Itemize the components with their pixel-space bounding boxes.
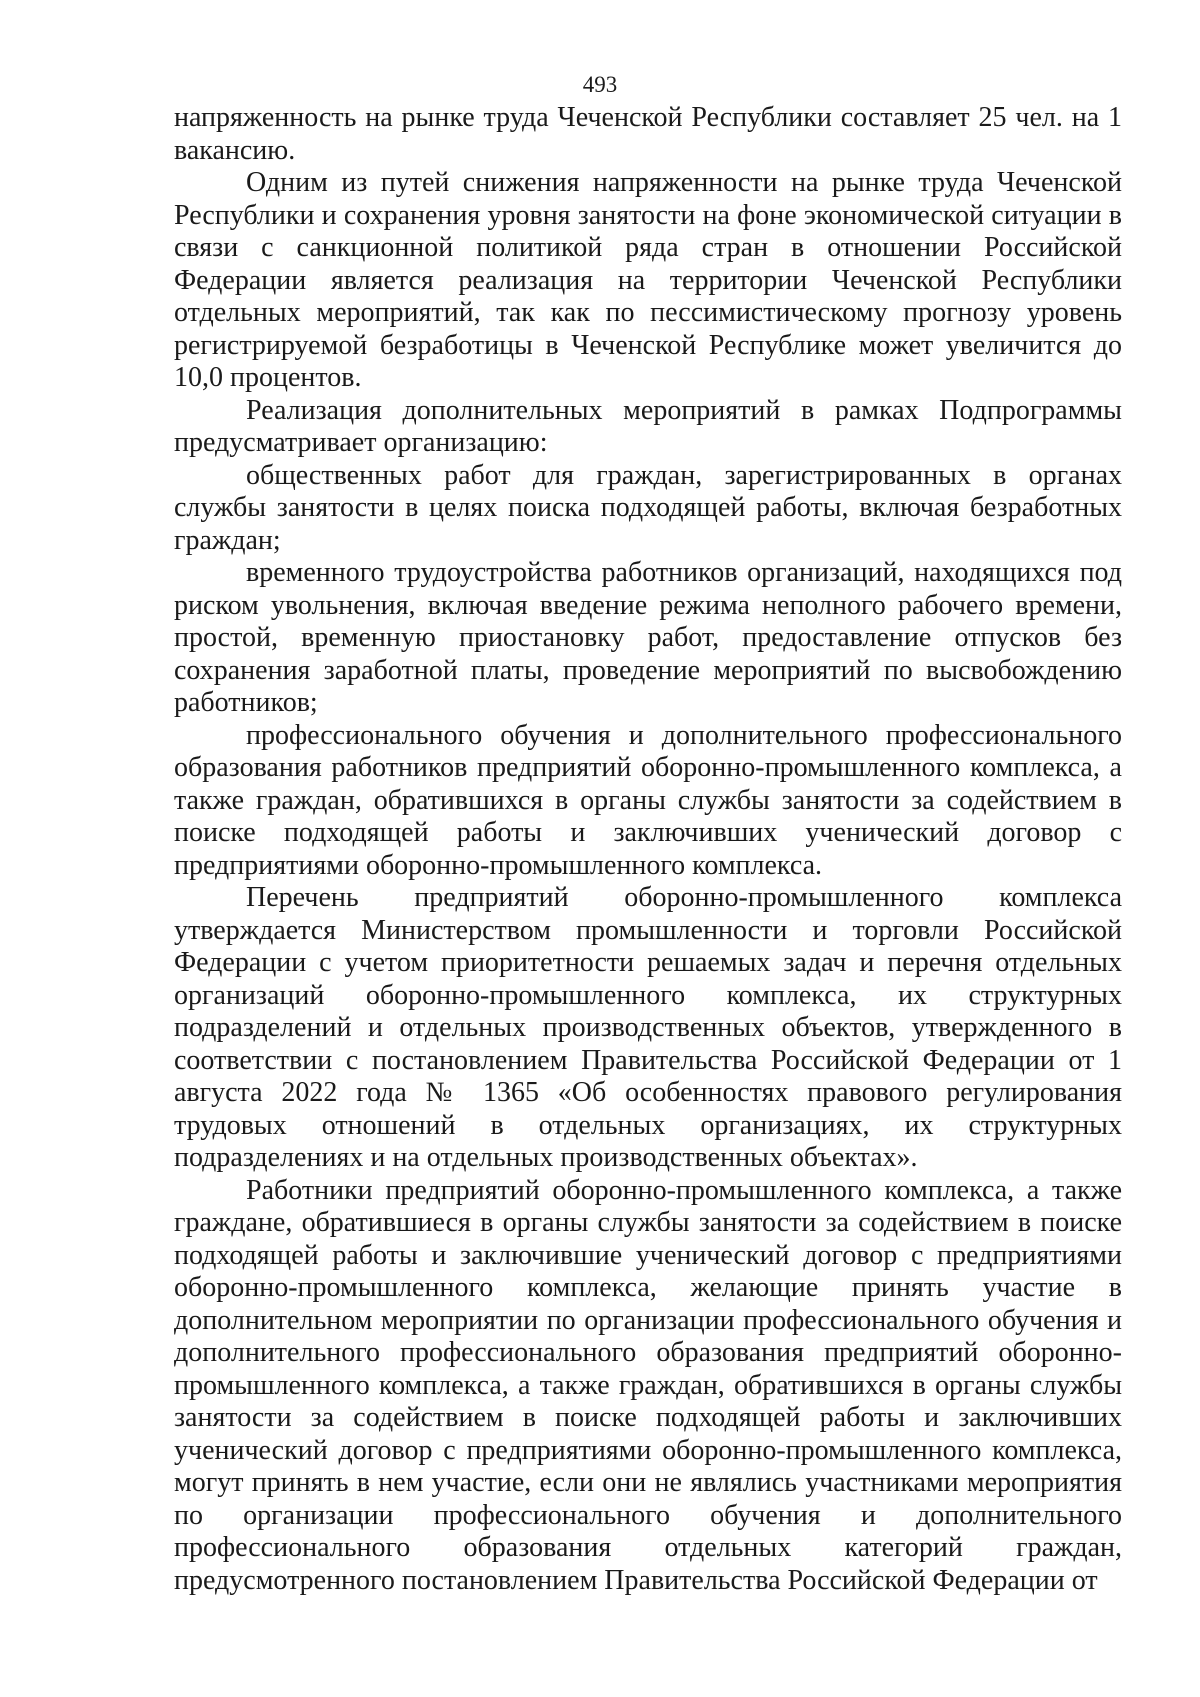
list-item-paragraph: общественных работ для граждан, зарегистрированных в органах службы занятости в целях поиска подходящей работы, включая безработных граждан; [174, 459, 1122, 556]
paragraph: Работники предприятий оборонно-промышленного комплекса, а также граждане, обратившиеся в органы службы занятости за содействием в поиске подходящей работы и заключившие ученический договор с предприятиями оборонно-промышленного комплекса, желающие принять участие в дополнительном мероприятии по организации профессионального обучения и дополнительного профессионального образования предприятий оборонно-промышленного комплекса, а также граждан, обратившихся в органы службы занятости за содействием в поиске подходящей работы и заключивших ученический договор с предприятиями оборонно-промышленного комплекса, могут принять в нем участие, если они не являлись участниками мероприятия по организации профессионального обучения и дополнительного профессионального образования отдельных категорий граждан, предусмотренного постановлением Правительства Российской Федерации от [174, 1174, 1122, 1596]
list-item-paragraph: временного трудоустройства работников организаций, находящихся под риском увольнения, включая введение режима неполного рабочего времени, простой, временную приостановку работ, предоставление отпусков без сохранения заработной платы, проведение мероприятий по высвобождению работников; [174, 557, 1122, 718]
paragraph: Перечень предприятий оборонно-промышленного комплекса утверждается Министерством промышленности и торговли Российской Федерации с учетом приоритетности решаемых задач и перечня отдельных организаций оборонно-промышленного комплекса, их структурных подразделений и отдельных производственных объектов, утвержденного в соответствии с постановлением Правительства Российской Федерации от 1 августа 2022 года № 1365 «Об особенностях правового регулирования трудовых отношений в отдельных организациях, их структурных подразделениях и на отдельных производственных объектах». [174, 882, 1122, 1173]
paragraph: Реализация дополнительных мероприятий в рамках Подпрограммы предусматривает организацию: [174, 394, 1122, 458]
document-body [174, 102, 1122, 1597]
list-item-paragraph: профессионального обучения и дополнительного профессионального образования работников предприятий оборонно-промышленного комплекса, а также граждан, обратившихся в органы службы занятости за содействием в поиске подходящей работы и заключивших ученический договор с предприятиями оборонно-промышленного комплекса. [174, 719, 1122, 881]
paragraph: напряженность на рынке труда Чеченской Республики составляет 25 чел. на 1 вакансию. [174, 102, 1122, 166]
paragraph: Одним из путей снижения напряженности на рынке труда Чеченской Республики и сохранения уровня занятости на фоне экономической ситуации в связи с санкционной политикой ряда стран в отношении Российской Федерации является реализация на территории Чеченской Республики отдельных мероприятий, так как по пессимистическому прогнозу уровень регистрируемой безработицы в Чеченской Республике может увеличится до 10,0 процентов. [174, 167, 1122, 393]
page-number: 493 [582, 72, 618, 97]
